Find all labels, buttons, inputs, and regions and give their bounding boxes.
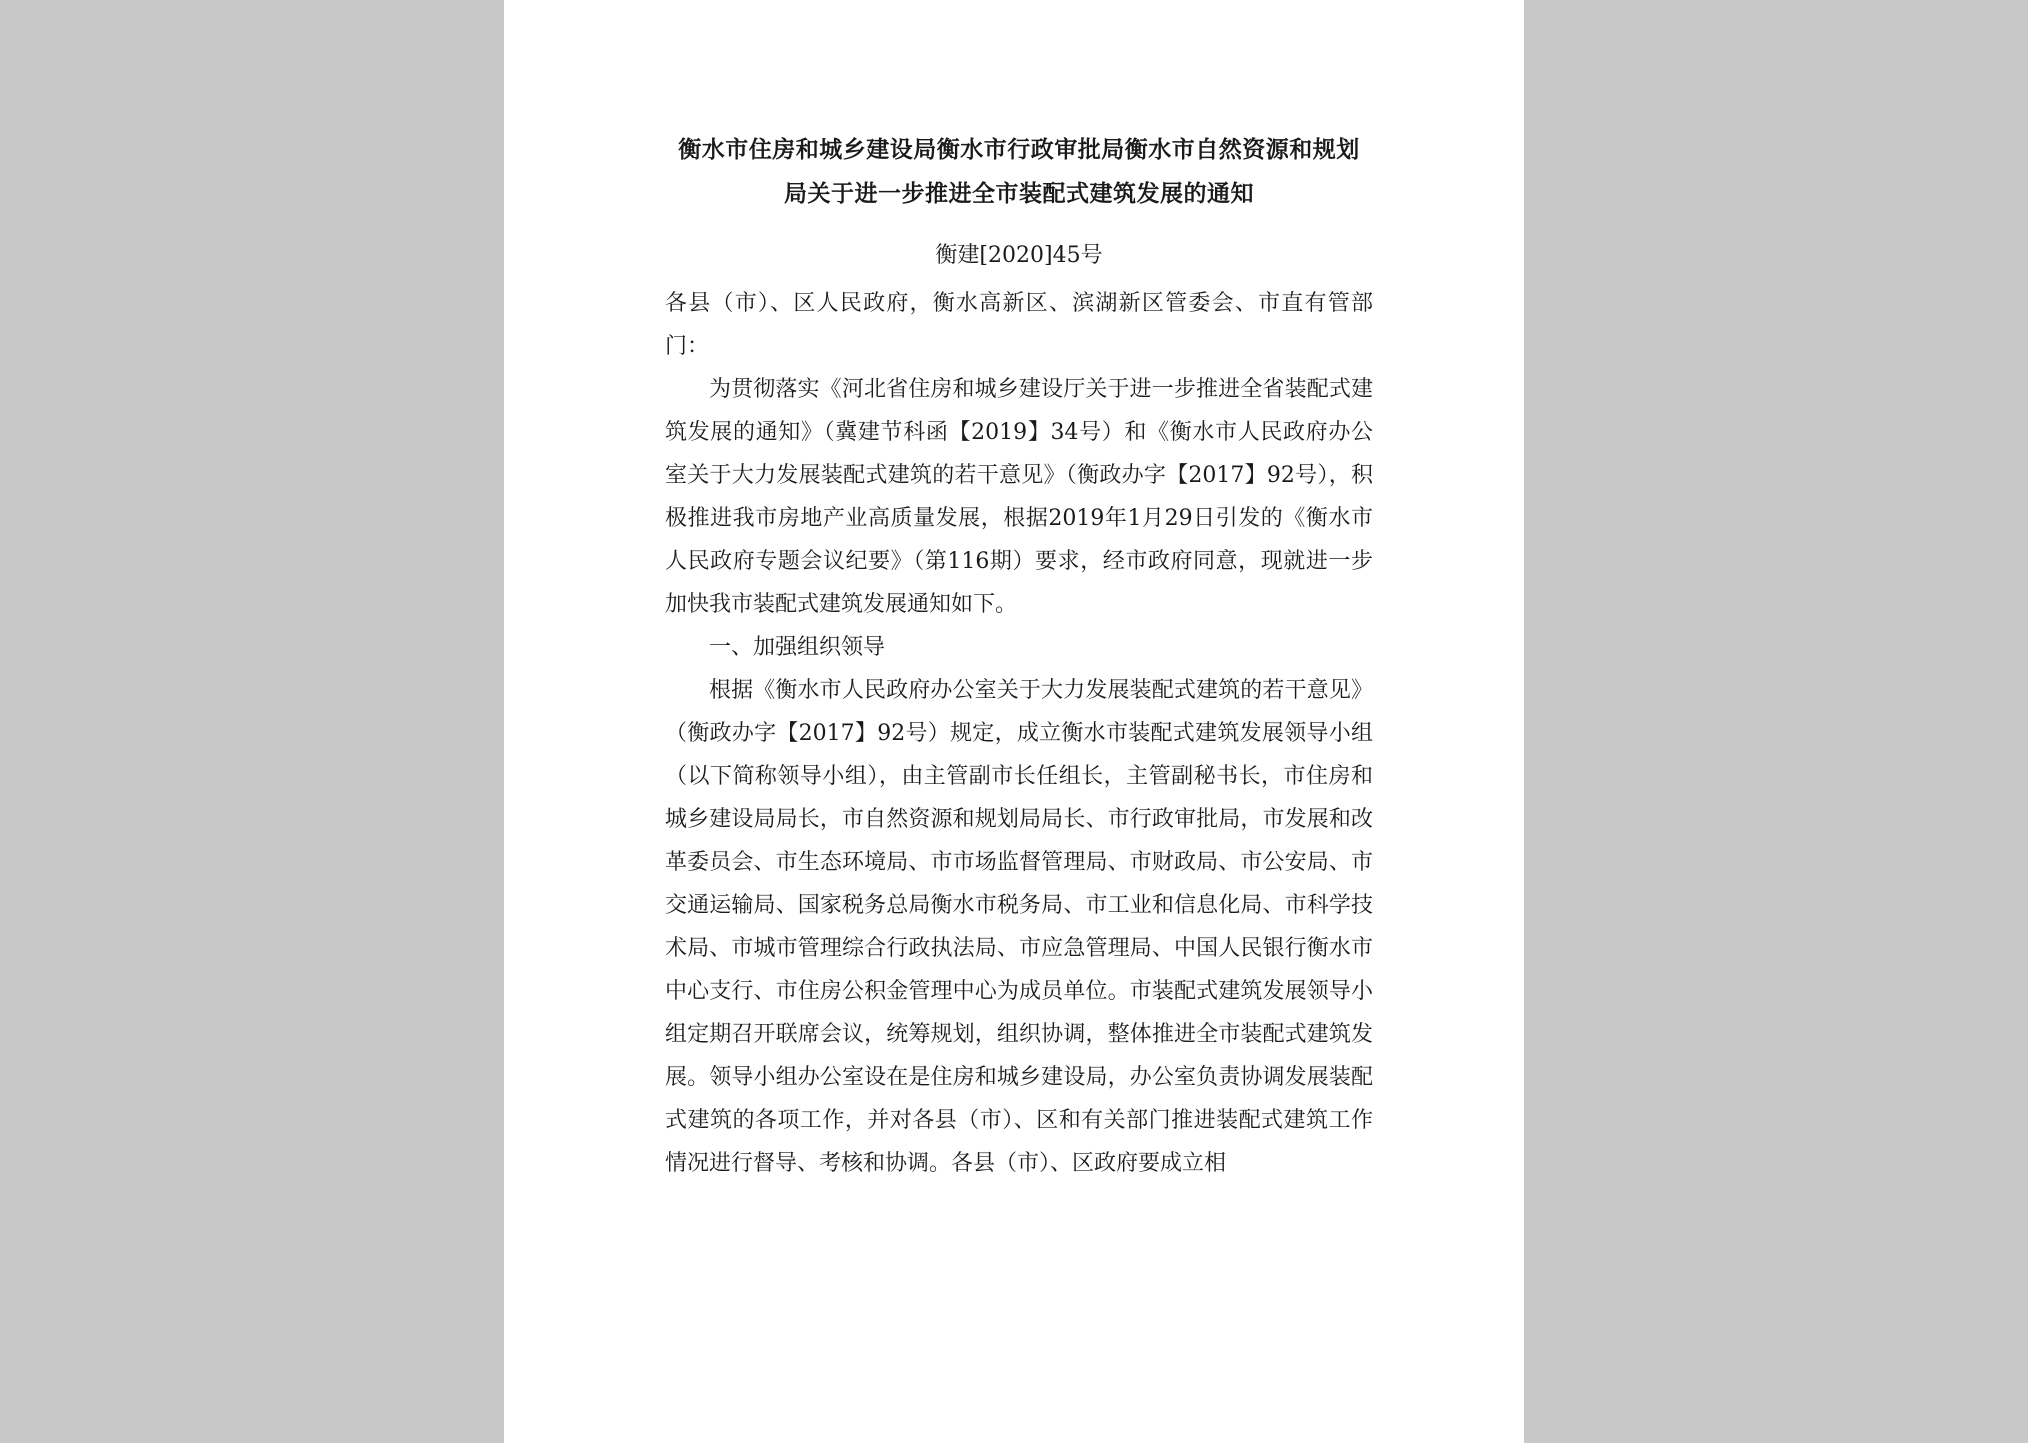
title-line-1: 衡水市住房和城乡建设局衡水市行政审批局衡水市自然资源和规划 — [678, 136, 1360, 163]
document-page — [504, 0, 1524, 1443]
document-content — [665, 128, 1373, 1185]
paragraph-2: 根据《衡水市人民政府办公室关于大力发展装配式建筑的若干意见》（衡政办字【2017】92号）规定，成立衡水市装配式建筑发展领导小组（以下简称领导小组），由主管副市长任组长，主管副秘书长，市住房和城乡建设局局长，市自然资源和规划局局长、市行政审批局，市发展和改革委员会、市生态环境局、市市场监督管理局、市财政局、市公安局、市交通运输局、国家税务总局衡水市税务局、市工业和信息化局、市科学技术局、市城市管理综合行政执法局、市应急管理局、中国人民银行衡水市中心支行、市住房公积金管理中心为成员单位。市装配式建筑发展领导小组定期召开联席会议，统筹规划，组织协调，整体推进全市装配式建筑发展。领导小组办公室设在是住房和城乡建设局，办公室负责协调发展装配式建筑的各项工作，并对各县（市）、区和有关部门推进装配式建筑工作情况进行督导、考核和协调。各县（市）、区政府要成立相 — [665, 678, 1373, 1176]
section-1-heading: 一、加强组织领导 — [709, 635, 886, 660]
title-line-2: 局关于进一步推进全市装配式建筑发展的通知 — [784, 180, 1254, 207]
document-title — [665, 128, 1373, 216]
salutation: 各县（市）、区人民政府，衡水高新区、滨湖新区管委会、市直有管部门： — [665, 291, 1373, 359]
document-number: 衡建[2020]45号 — [935, 243, 1103, 268]
paragraph-1: 为贯彻落实《河北省住房和城乡建设厅关于进一步推进全省装配式建筑发展的通知》（冀建节科函【2019】34号）和《衡水市人民政府办公室关于大力发展装配式建筑的若干意见》（衡政办字【2017】92号），积极推进我市房地产业高质量发展，根据2019年1月29日引发的《衡水市人民政府专题会议纪要》（第116期）要求，经市政府同意，现就进一步加快我市装配式建筑发展通知如下。 — [665, 377, 1373, 617]
